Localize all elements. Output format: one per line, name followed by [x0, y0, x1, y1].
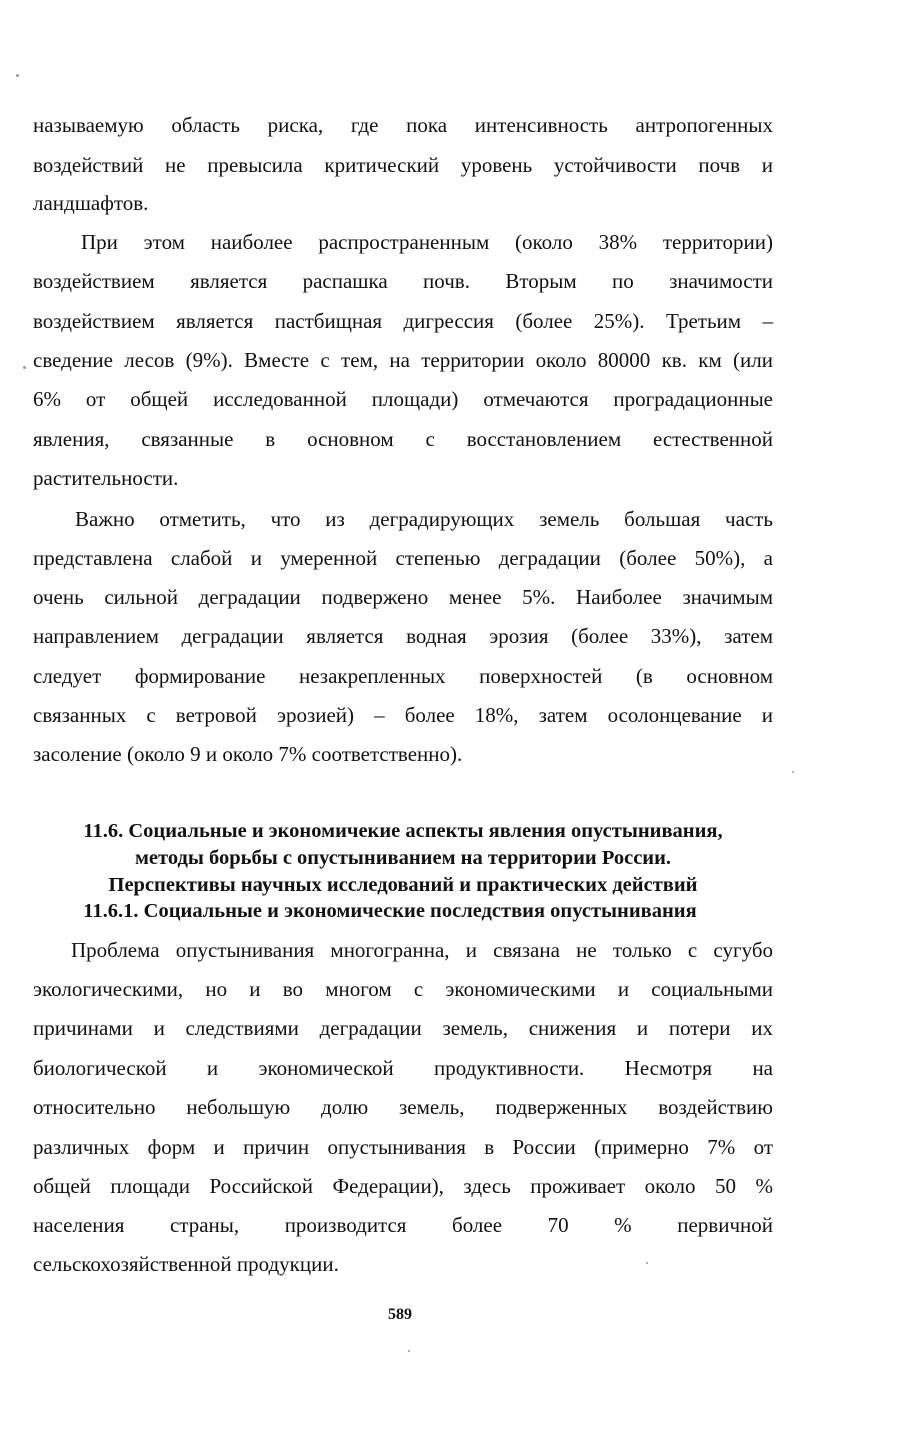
paragraph-4-line: различных форм и причин опустынивания в России (примерно 7% от	[33, 1135, 773, 1159]
scan-speck	[16, 74, 19, 77]
paragraph-3-line: представлена слабой и умеренной степенью деградации (более 50%), а	[33, 546, 773, 570]
scan-speck	[646, 1262, 648, 1264]
paragraph-3-line: направлением деградации является водная эрозия (более 33%), затем	[33, 624, 773, 648]
paragraph-4-line: относительно небольшую долю земель, подверженных воздействию	[33, 1095, 773, 1119]
paragraph-3-line: засоление (около 9 и около 7% соответственно).	[33, 742, 463, 766]
paragraph-4-line: биологической и экономической продуктивности. Несмотря на	[33, 1056, 773, 1080]
paragraph-4-line: экологическими, но и во многом с экономическими и социальными	[33, 977, 773, 1001]
paragraph-3-line: связанных с ветровой эрозией) – более 18%, затем осолонцевание и	[33, 703, 773, 727]
paragraph-4-line: причинами и следствиями деградации земель, снижения и потери их	[33, 1016, 773, 1040]
paragraph-4-line: Проблема опустынивания многогранна, и связана не только с сугубо	[71, 938, 773, 962]
paragraph-1-line: ландшафтов.	[33, 191, 149, 215]
paragraph-3-line: очень сильной деградации подвержено менее 5%. Наиболее значимым	[33, 585, 773, 609]
paragraph-4-line: общей площади Российской Федерации), здесь проживает около 50 %	[33, 1174, 773, 1198]
paragraph-2-line: 6% от общей исследованной площади) отмечаются проградационные	[33, 387, 773, 411]
subsection-heading: 11.6.1. Социальные и экономические последствия опустынивания	[83, 900, 697, 922]
section-heading-line: Перспективы научных исследований и практических действий	[108, 874, 698, 896]
scan-speck	[408, 1350, 410, 1352]
paragraph-2-line: При этом наиболее распространенным (около 38% территории)	[81, 230, 773, 254]
page-number: 589	[388, 1306, 412, 1323]
paragraph-2-line: растительности.	[33, 466, 179, 490]
paragraph-4-line: сельскохозяйственной продукции.	[33, 1252, 339, 1276]
paragraph-4-line: населения страны, производится более 70 % первичной	[33, 1213, 773, 1237]
paragraph-2-line: воздействием является распашка почв. Вторым по значимости	[33, 269, 773, 293]
paragraph-1-line: воздействий не превысила критический уровень устойчивости почв и	[33, 153, 773, 177]
scan-speck	[23, 366, 26, 369]
paragraph-1-line: называемую область риска, где пока интенсивность антропогенных	[33, 113, 773, 137]
section-heading-line: 11.6. Социальные и экономичекие аспекты явления опустынивания,	[83, 820, 723, 842]
paragraph-2-line: воздействием является пастбищная дигрессия (более 25%). Третьим –	[33, 309, 773, 333]
paragraph-3-line: следует формирование незакрепленных поверхностей (в основном	[33, 664, 773, 688]
section-heading-line: методы борьбы с опустыниванием на территории России.	[134, 847, 672, 869]
paragraph-3-line: Важно отметить, что из деградирующих земель большая часть	[75, 507, 773, 531]
paragraph-2-line: явления, связанные в основном с восстановлением естественной	[33, 427, 773, 451]
paragraph-2-line: сведение лесов (9%). Вместе с тем, на территории около 80000 кв. км (или	[33, 348, 773, 372]
scan-speck	[792, 771, 794, 773]
